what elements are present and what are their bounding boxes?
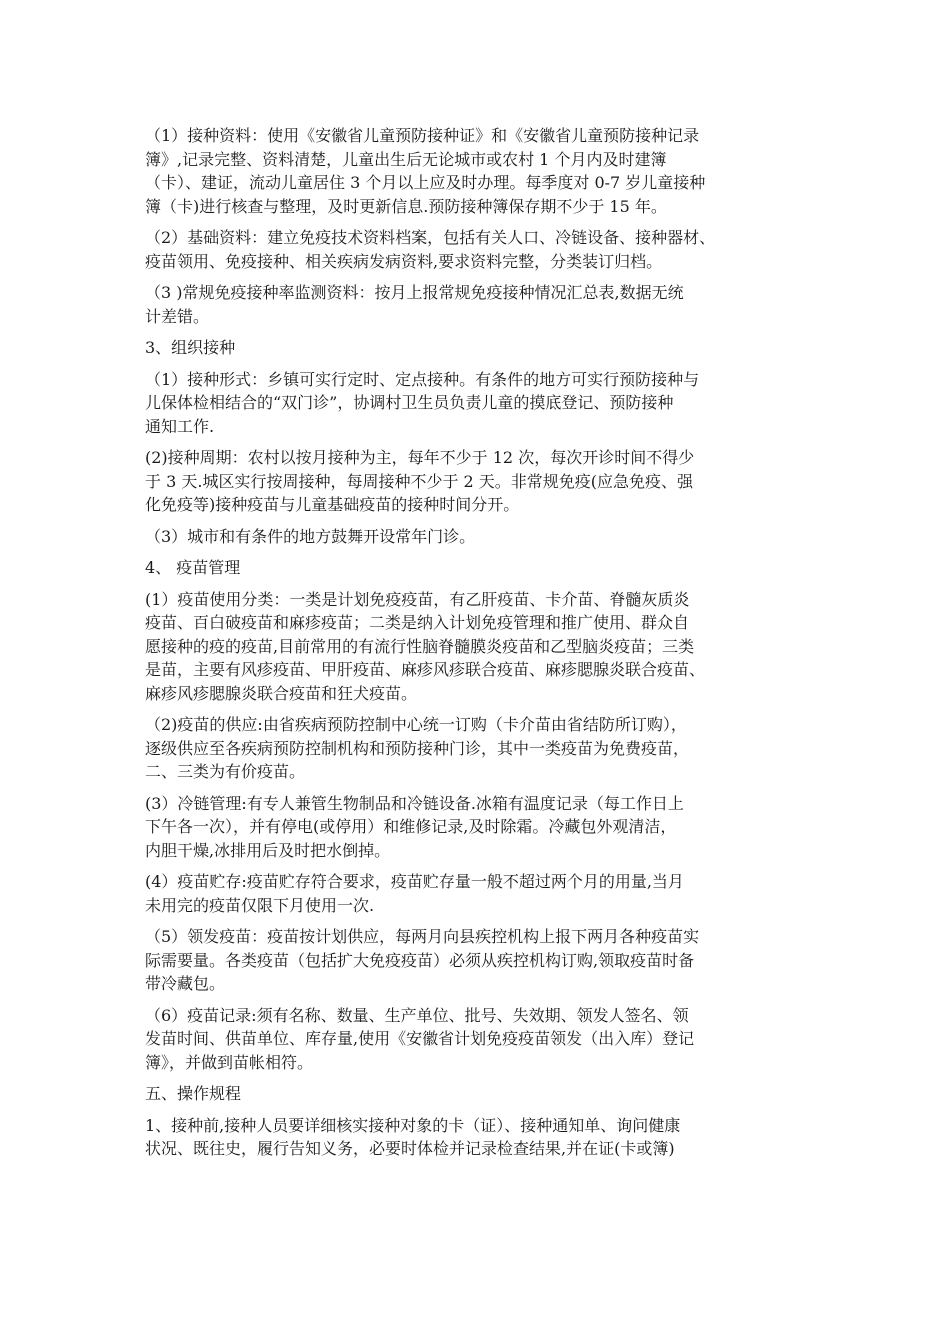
paragraph-line: 儿保体检相结合的“双门诊”，协调村卫生员负责儿童的摸底登记、预防接种 (145, 393, 674, 412)
paragraph-line: 疫苗领用、免疫接种、相关疾病发病资料,要求资料完整，分类装订归档。 (145, 251, 663, 271)
paragraph-line: 未用完的疫苗仅限下月使用一次. (145, 895, 375, 915)
paragraph-line: (4）疫苗贮存:疫苗贮存符合要求，疫苗贮存量一般不超过两个月的用量,当月 (145, 872, 684, 891)
paragraph (145, 925, 817, 996)
paragraph-line: 际需要量。各类疫苗（包括扩大免疫疫苗）必须从疾控机构订购,领取疫苗时备 (145, 950, 695, 970)
paragraph-line: 是苗，主要有风疹疫苗、甲肝疫苗、麻疹风疹联合疫苗、麻疹腮腺炎联合疫苗、 (145, 660, 706, 679)
paragraph-line: （1）接种资料：使用《安徽省儿童预防接种证》和《安徽省儿童预防接种记录 (145, 126, 700, 145)
paragraph-line: （2）基础资料：建立免疫技术资料档案，包括有关人口、冷链设备、接种器材、 (145, 228, 716, 247)
paragraph (145, 368, 817, 439)
document-page (145, 124, 817, 1169)
paragraph (145, 226, 817, 273)
paragraph (145, 792, 817, 863)
paragraph-line: （3 )常规免疫接种率监测资料：按月上报常规免疫接种情况汇总表,数据无统 (145, 283, 684, 302)
paragraph (145, 281, 817, 328)
paragraph-line: 内胆干燥,冰排用后及时把水倒掉。 (145, 840, 391, 860)
paragraph-line: （1）接种形式：乡镇可实行定时、定点接种。有条件的地方可实行预防接种与 (145, 369, 700, 389)
paragraph (145, 1114, 817, 1161)
paragraph-line: 于 3 天.城区实行按周接种，每周接种不少于 2 天。非常规免疫(应急免疫、强 (145, 471, 694, 491)
paragraph-line: 发苗时间、供苗单位、库存量,使用《安徽省计划免疫疫苗领发（出入库）登记 (145, 1029, 695, 1048)
paragraph-line: 化免疫等)接种疫苗与儿童基础疫苗的接种时间分开。 (145, 495, 520, 514)
paragraph (145, 124, 817, 218)
paragraph-line: (2)接种周期：农村以按月接种为主，每年不少于 12 次，每次开诊时间不得少 (145, 448, 695, 467)
paragraph-line: 1、接种前,接种人员要详细核实接种对象的卡（证）、接种通知单、询问健康 (145, 1115, 681, 1135)
section-heading: 4、 疫苗管理 (145, 558, 241, 577)
paragraph-line: 愿接种的疫的疫苗,目前常用的有流行性脑脊髓膜炎疫苗和乙型脑炎疫苗；三类 (145, 636, 695, 656)
paragraph (145, 525, 817, 549)
paragraph-line: 通知工作. (145, 416, 215, 436)
paragraph-line: 逐级供应至各疾病预防控制机构和预防接种门诊，其中一类疫苗为免费疫苗， (145, 738, 690, 758)
paragraph-line: 簿》,记录完整、资料清楚，儿童出生后无论城市或农村 1 个月内及时建簿 (145, 149, 667, 169)
paragraph-line: 疫苗、百白破疫苗和麻疹疫苗；二类是纳入计划免疫管理和推广使用、群众自 (145, 613, 690, 632)
paragraph-line: （6）疫苗记录:须有名称、数量、生产单位、批号、失效期、领发人签名、领 (145, 1005, 689, 1025)
paragraph (145, 588, 817, 706)
paragraph-line: (3）冷链管理:有专人兼管生物制品和冷链设备.冰箱有温度记录（每工作日上 (145, 793, 684, 813)
paragraph-line: 状况、既往史，履行告知义务，必要时体检并记录检查结果,并在证(卡或簿) (145, 1139, 675, 1158)
paragraph-line: (1）疫苗使用分类：一类是计划免疫疫苗，有乙肝疫苗、卡介苗、脊髓灰质炎 (145, 589, 690, 609)
paragraph-line: 麻疹风疹腮腺炎联合疫苗和狂犬疫苗。 (145, 683, 418, 703)
paragraph-line: 带冷藏包。 (145, 974, 226, 993)
paragraph (145, 446, 817, 517)
paragraph (145, 713, 817, 784)
paragraph-line: （3）城市和有条件的地方鼓舞开设常年门诊。 (145, 526, 476, 546)
paragraph-line: 二、三类为有价疫苗。 (145, 762, 306, 781)
paragraph-line: （2)疫苗的供应:由省疾病预防控制中心统一订购（卡介苗由省结防所订购）， (145, 715, 687, 734)
paragraph-line: （5）领发疫苗：疫苗按计划供应，每两月向县疾控机构上报下两月各种疫苗实 (145, 927, 700, 946)
paragraph-line: 下午各一次），并有停电(或停用）和维修记录,及时除霜。冷藏包外观清洁， (145, 817, 677, 836)
paragraph-line: 簿（卡)进行核查与整理，及时更新信息.预防接种簿保存期不少于 15 年。 (145, 196, 667, 216)
paragraph (145, 1004, 817, 1075)
paragraph-line: 簿》，并做到苗帐相符。 (145, 1052, 314, 1072)
section-heading: 五、操作规程 (145, 1084, 242, 1103)
section-heading: 3、组织接种 (145, 338, 236, 357)
paragraph (145, 870, 817, 917)
paragraph-line: （卡）、建证，流动儿童居住 3 个月以上应及时办理。每季度对 0-7 岁儿童接种 (145, 173, 706, 192)
paragraph-line: 计差错。 (145, 306, 210, 326)
